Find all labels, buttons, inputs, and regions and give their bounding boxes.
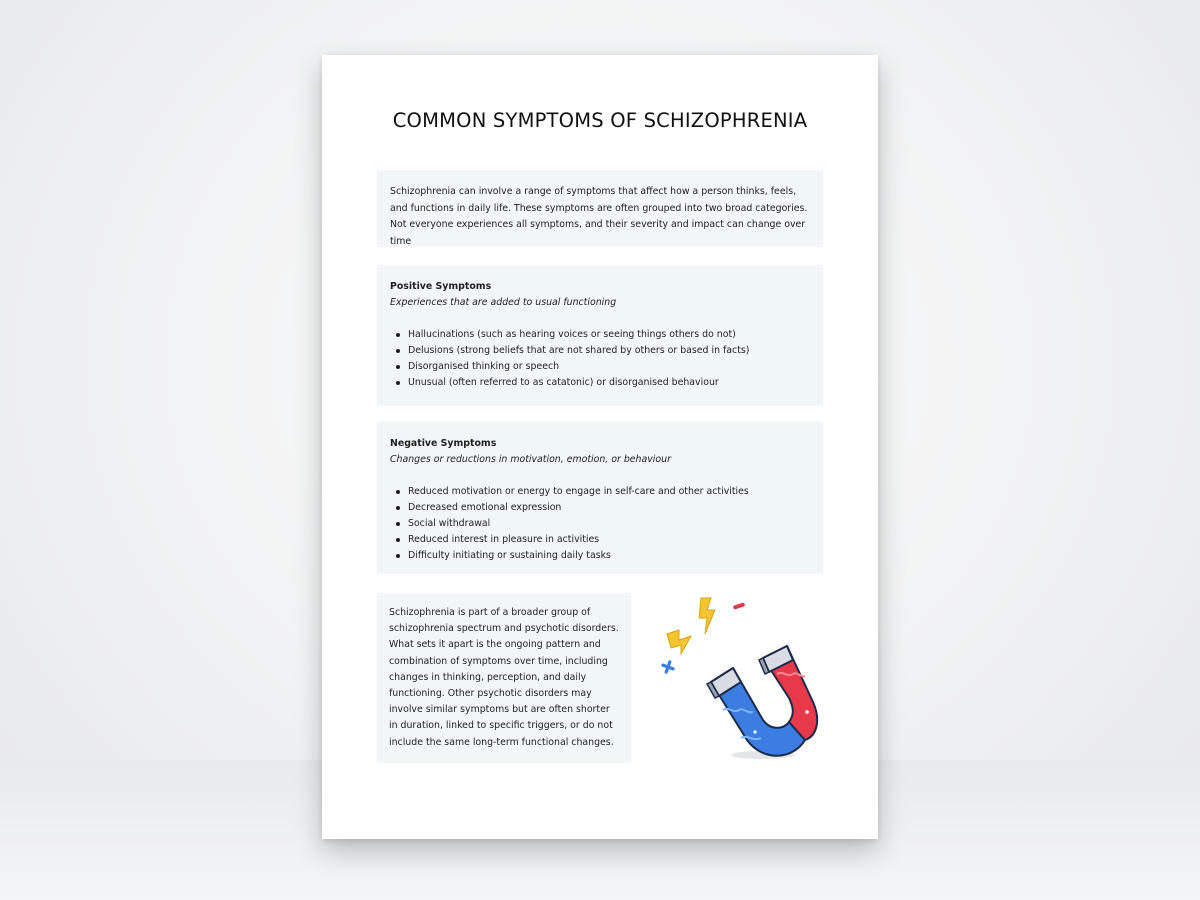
document-page bbox=[322, 55, 878, 839]
page-title: COMMON SYMPTOMS OF SCHIZOPHRENIA bbox=[392, 109, 808, 132]
negative-symptoms-list bbox=[390, 484, 810, 564]
negative-symptoms-heading: Negative Symptoms bbox=[390, 438, 497, 449]
list-item: Delusions (strong beliefs that are not shared by others or based in facts) bbox=[408, 343, 810, 359]
list-item: Unusual (often referred to as catatonic) or disorganised behaviour bbox=[408, 375, 810, 391]
positive-symptoms-list bbox=[390, 327, 810, 391]
minus-sign-icon bbox=[733, 602, 746, 610]
positive-symptoms-subheading: Experiences that are added to usual functioning bbox=[390, 297, 617, 308]
list-item: Reduced motivation or energy to engage in self-care and other activities bbox=[408, 484, 810, 500]
intro-text: Schizophrenia can involve a range of symptoms that affect how a person thinks, feels, and functions in daily life. These symptoms are often grouped into two broad categories. Not everyone experiences all symptoms, and their severity and impact can change over time bbox=[390, 186, 808, 247]
lightning-bolt-icon bbox=[699, 598, 715, 634]
lightning-bolt-icon bbox=[667, 630, 691, 654]
positive-symptoms-heading: Positive Symptoms bbox=[390, 281, 492, 292]
closing-panel bbox=[377, 593, 631, 763]
negative-symptoms-panel bbox=[377, 422, 823, 574]
closing-text: Schizophrenia is part of a broader group of schizophrenia spectrum and psychotic disorders. What sets it apart is the ongoing pattern and combination of symptoms over time, including changes in thinking, perception, and daily functioning. Other psychotic disorders may involve similar symptoms but are often shorter in duration, linked to specific triggers, or do not include the same long-term functional changes. bbox=[389, 607, 619, 748]
list-item: Disorganised thinking or speech bbox=[408, 359, 810, 375]
intro-panel bbox=[377, 170, 823, 247]
list-item: Decreased emotional expression bbox=[408, 500, 810, 516]
magnet-icon bbox=[647, 590, 827, 765]
negative-symptoms-subheading: Changes or reductions in motivation, emotion, or behaviour bbox=[390, 454, 671, 465]
list-item: Difficulty initiating or sustaining daily tasks bbox=[408, 548, 810, 564]
list-item: Social withdrawal bbox=[408, 516, 810, 532]
plus-sign-icon bbox=[659, 658, 677, 676]
positive-symptoms-panel bbox=[377, 265, 823, 406]
list-item: Hallucinations (such as hearing voices or seeing things others do not) bbox=[408, 327, 810, 343]
list-item: Reduced interest in pleasure in activities bbox=[408, 532, 810, 548]
